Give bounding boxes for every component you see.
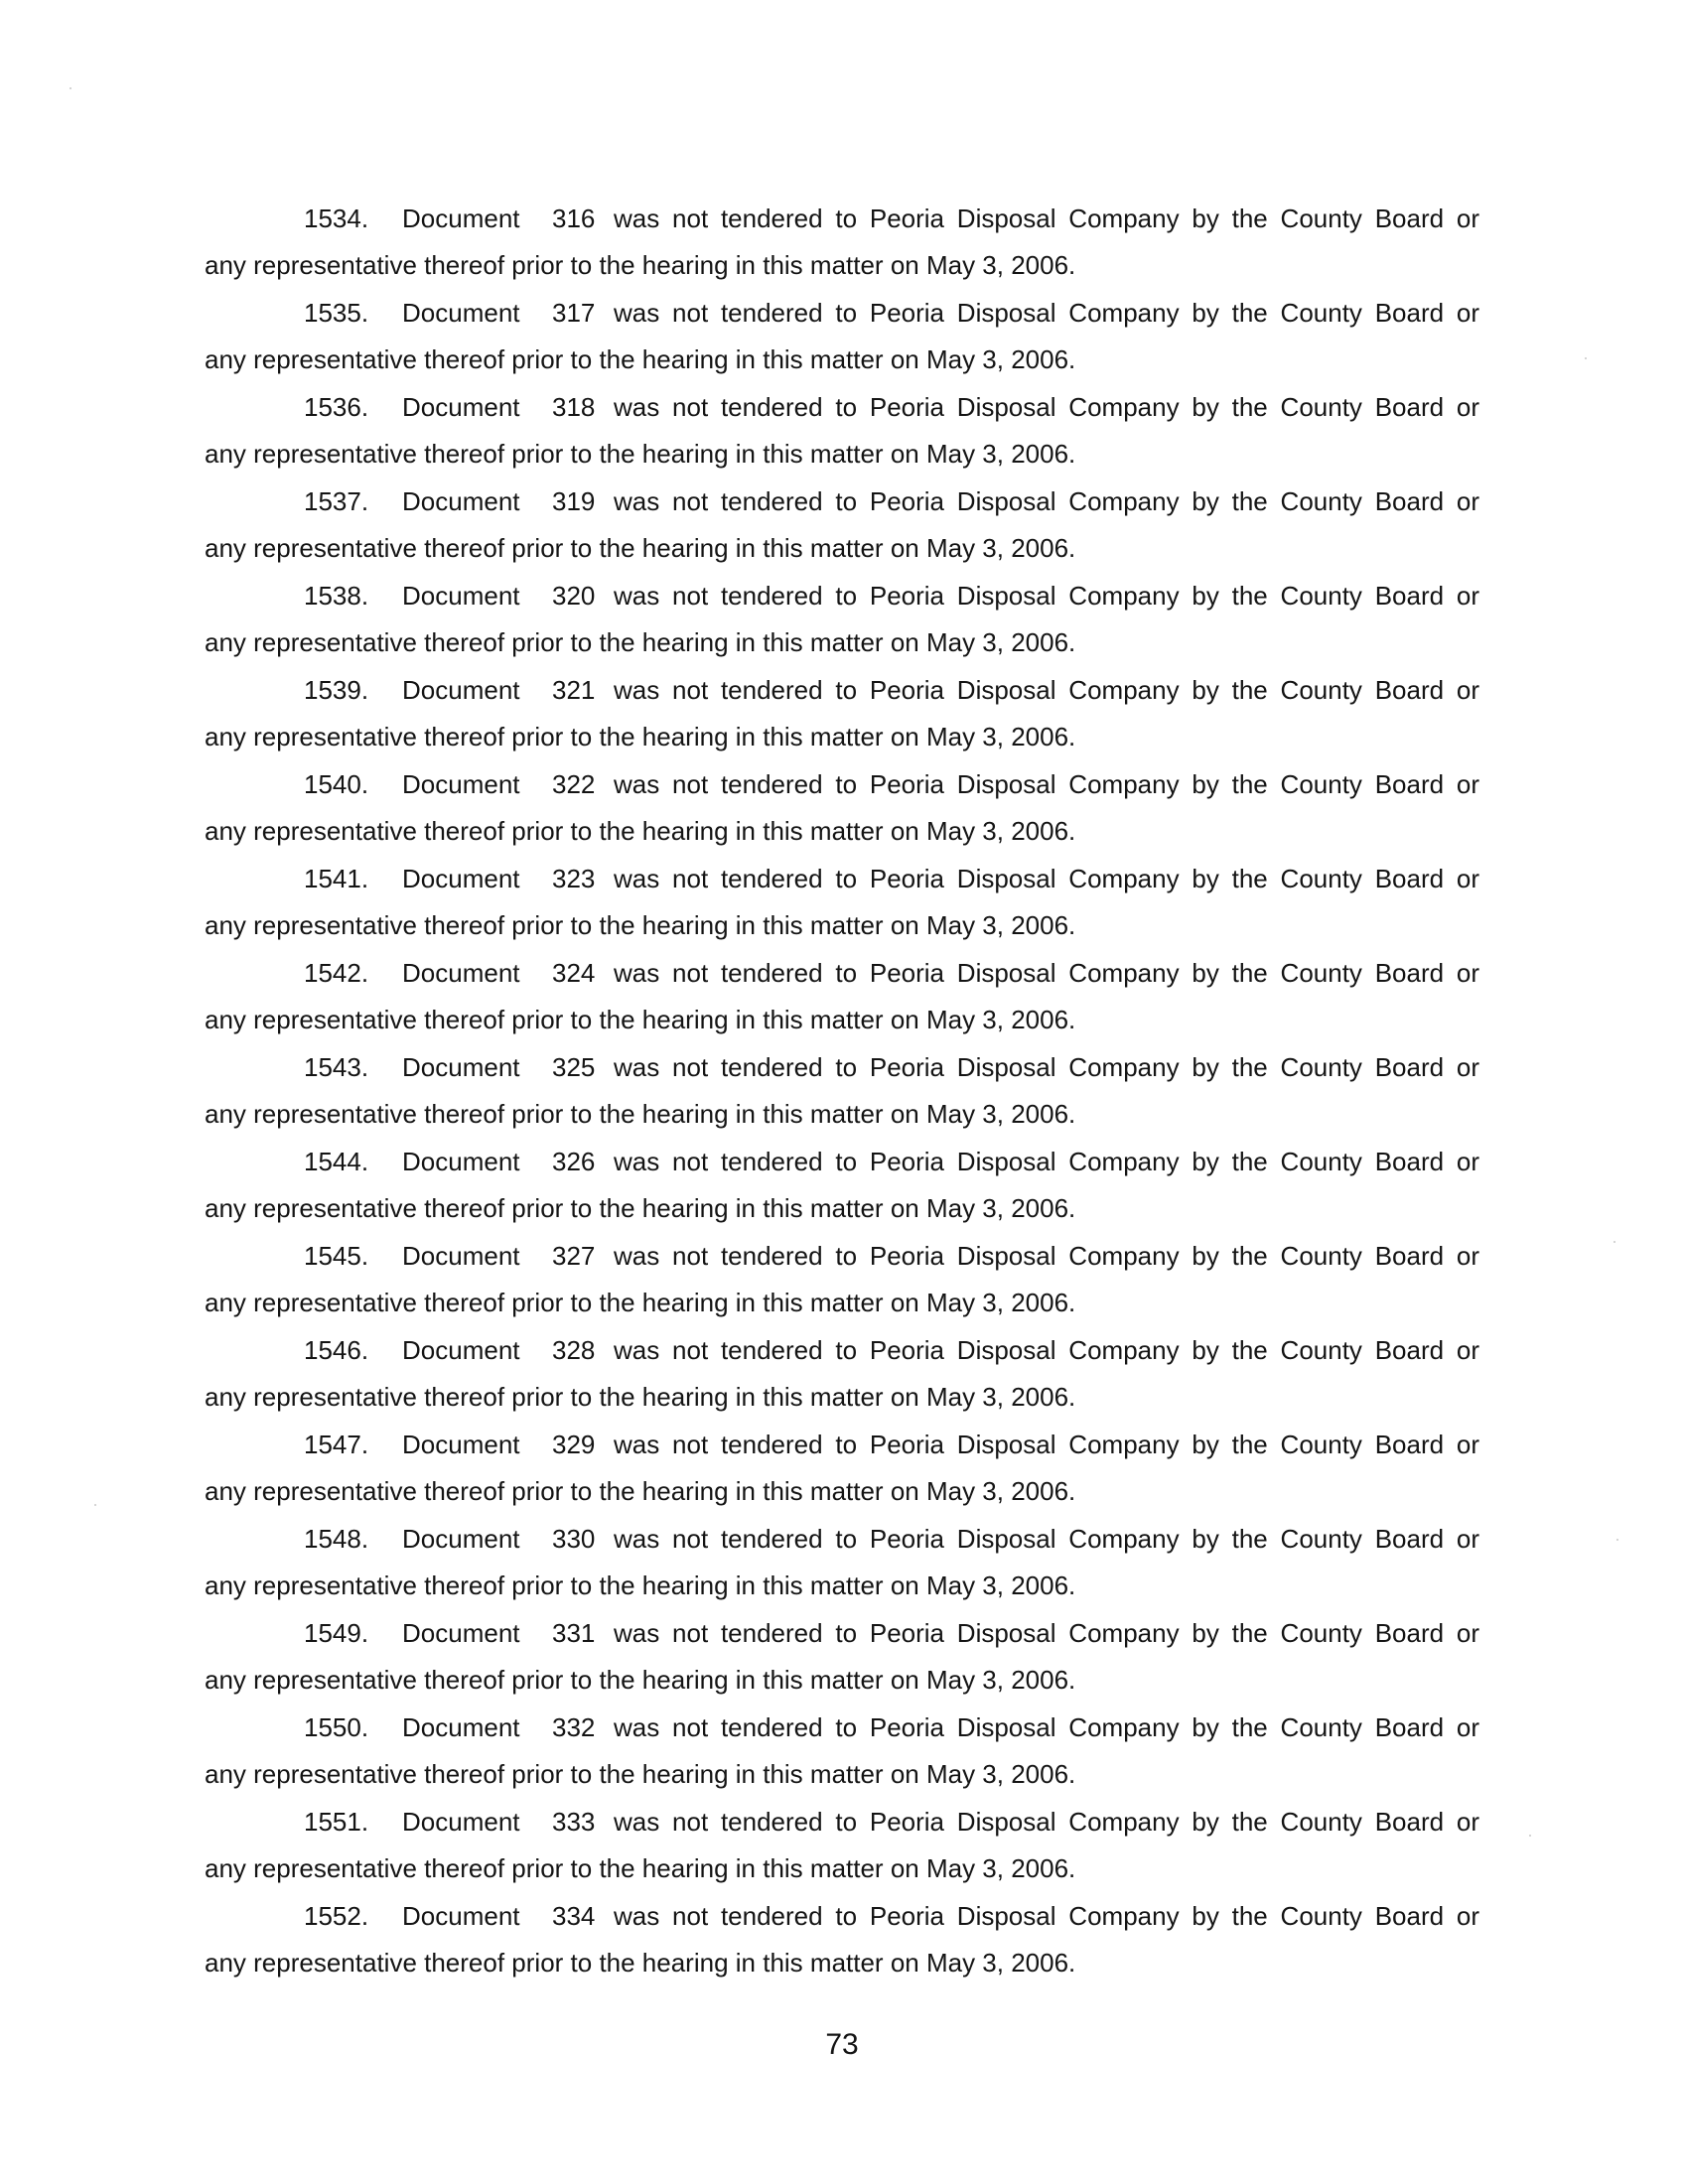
document-label: Document <box>402 1901 520 1931</box>
paragraph-number: 1542. <box>304 958 369 988</box>
paragraph-continuation: any representative thereof prior to the hearing in this matter on May 3, 2006. <box>205 1665 1076 1695</box>
document-number: 333 <box>552 1807 596 1837</box>
paragraph-number: 1536. <box>304 392 369 422</box>
paragraph-continuation: any representative thereof prior to the hearing in this matter on May 3, 2006. <box>205 1476 1076 1506</box>
paragraph-number: 1535. <box>304 298 369 328</box>
document-number: 330 <box>552 1524 596 1554</box>
document-label: Document <box>402 675 520 705</box>
document-label: Document <box>402 1147 520 1176</box>
document-label: Document <box>402 1335 520 1365</box>
document-number: 317 <box>552 298 596 328</box>
paragraph-first-line <box>205 954 1479 992</box>
paragraph-number: 1539. <box>304 675 369 705</box>
scan-speck <box>1614 1241 1615 1243</box>
scan-speck <box>1529 1835 1531 1837</box>
paragraph-first-line <box>205 388 1479 426</box>
document-label: Document <box>402 298 520 328</box>
document-number: 328 <box>552 1335 596 1365</box>
document-number: 318 <box>552 392 596 422</box>
paragraph-continuation: any representative thereof prior to the hearing in this matter on May 3, 2006. <box>205 1288 1076 1317</box>
scan-speck <box>1585 357 1587 359</box>
paragraph-number: 1551. <box>304 1807 369 1837</box>
paragraph-text: was not tendered to Peoria Disposal Company by the County Board or <box>614 675 1479 705</box>
paragraph-list <box>205 200 1479 1991</box>
paragraph-continuation: any representative thereof prior to the hearing in this matter on May 3, 2006. <box>205 1948 1076 1978</box>
paragraph-text: was not tendered to Peoria Disposal Company by the County Board or <box>614 298 1479 328</box>
numbered-paragraph <box>205 954 1479 1048</box>
numbered-paragraph <box>205 1803 1479 1897</box>
paragraph-first-line <box>205 294 1479 332</box>
document-number: 321 <box>552 675 596 705</box>
document-number: 334 <box>552 1901 596 1931</box>
paragraph-continuation: any representative thereof prior to the hearing in this matter on May 3, 2006. <box>205 1853 1076 1883</box>
document-label: Document <box>402 1807 520 1837</box>
document-number: 332 <box>552 1712 596 1742</box>
paragraph-text: was not tendered to Peoria Disposal Company by the County Board or <box>614 1618 1479 1648</box>
document-number: 324 <box>552 958 596 988</box>
document-number: 316 <box>552 204 596 233</box>
paragraph-continuation: any representative thereof prior to the hearing in this matter on May 3, 2006. <box>205 1759 1076 1789</box>
paragraph-first-line <box>205 200 1479 237</box>
document-label: Document <box>402 864 520 893</box>
document-label: Document <box>402 958 520 988</box>
paragraph-continuation: any representative thereof prior to the hearing in this matter on May 3, 2006. <box>205 722 1076 751</box>
paragraph-number: 1534. <box>304 204 369 233</box>
page-number: 73 <box>825 2028 859 2061</box>
paragraph-first-line <box>205 577 1479 614</box>
paragraph-number: 1543. <box>304 1052 369 1082</box>
paragraph-text: was not tendered to Peoria Disposal Company by the County Board or <box>614 1241 1479 1271</box>
paragraph-first-line <box>205 1520 1479 1558</box>
paragraph-text: was not tendered to Peoria Disposal Company by the County Board or <box>614 1712 1479 1742</box>
paragraph-number: 1538. <box>304 581 369 611</box>
paragraph-first-line <box>205 1331 1479 1369</box>
paragraph-continuation: any representative thereof prior to the hearing in this matter on May 3, 2006. <box>205 1382 1076 1412</box>
document-number: 322 <box>552 769 596 799</box>
paragraph-continuation: any representative thereof prior to the hearing in this matter on May 3, 2006. <box>205 1099 1076 1129</box>
paragraph-number: 1537. <box>304 486 369 516</box>
numbered-paragraph <box>205 1708 1479 1803</box>
paragraph-text: was not tendered to Peoria Disposal Company by the County Board or <box>614 1052 1479 1082</box>
paragraph-continuation: any representative thereof prior to the hearing in this matter on May 3, 2006. <box>205 627 1076 657</box>
paragraph-text: was not tendered to Peoria Disposal Company by the County Board or <box>614 769 1479 799</box>
paragraph-text: was not tendered to Peoria Disposal Company by the County Board or <box>614 958 1479 988</box>
paragraph-first-line <box>205 1614 1479 1652</box>
document-label: Document <box>402 1524 520 1554</box>
paragraph-text: was not tendered to Peoria Disposal Company by the County Board or <box>614 392 1479 422</box>
paragraph-number: 1545. <box>304 1241 369 1271</box>
paragraph-first-line <box>205 1143 1479 1180</box>
paragraph-first-line <box>205 671 1479 709</box>
document-label: Document <box>402 1241 520 1271</box>
paragraph-first-line <box>205 1048 1479 1086</box>
document-label: Document <box>402 769 520 799</box>
paragraph-first-line <box>205 1237 1479 1275</box>
paragraph-continuation: any representative thereof prior to the hearing in this matter on May 3, 2006. <box>205 250 1076 280</box>
numbered-paragraph <box>205 1426 1479 1520</box>
paragraph-text: was not tendered to Peoria Disposal Company by the County Board or <box>614 1147 1479 1176</box>
scan-speck <box>1616 1539 1618 1541</box>
document-label: Document <box>402 1430 520 1459</box>
document-label: Document <box>402 581 520 611</box>
paragraph-number: 1550. <box>304 1712 369 1742</box>
paragraph-number: 1540. <box>304 769 369 799</box>
document-number: 327 <box>552 1241 596 1271</box>
paragraph-number: 1548. <box>304 1524 369 1554</box>
paragraph-first-line <box>205 1803 1479 1841</box>
paragraph-first-line <box>205 765 1479 803</box>
paragraph-continuation: any representative thereof prior to the hearing in this matter on May 3, 2006. <box>205 1193 1076 1223</box>
paragraph-number: 1546. <box>304 1335 369 1365</box>
paragraph-text: was not tendered to Peoria Disposal Company by the County Board or <box>614 1335 1479 1365</box>
paragraph-continuation: any representative thereof prior to the hearing in this matter on May 3, 2006. <box>205 344 1076 374</box>
paragraph-first-line <box>205 482 1479 520</box>
numbered-paragraph <box>205 1614 1479 1708</box>
numbered-paragraph <box>205 1520 1479 1614</box>
document-label: Document <box>402 1052 520 1082</box>
document-number: 329 <box>552 1430 596 1459</box>
paragraph-continuation: any representative thereof prior to the hearing in this matter on May 3, 2006. <box>205 816 1076 846</box>
paragraph-continuation: any representative thereof prior to the hearing in this matter on May 3, 2006. <box>205 910 1076 940</box>
numbered-paragraph <box>205 577 1479 671</box>
document-number: 326 <box>552 1147 596 1176</box>
paragraph-continuation: any representative thereof prior to the hearing in this matter on May 3, 2006. <box>205 533 1076 563</box>
numbered-paragraph <box>205 1331 1479 1426</box>
paragraph-number: 1544. <box>304 1147 369 1176</box>
paragraph-first-line <box>205 860 1479 897</box>
paragraph-number: 1552. <box>304 1901 369 1931</box>
numbered-paragraph <box>205 388 1479 482</box>
document-number: 325 <box>552 1052 596 1082</box>
document-label: Document <box>402 204 520 233</box>
paragraph-text: was not tendered to Peoria Disposal Company by the County Board or <box>614 486 1479 516</box>
paragraph-text: was not tendered to Peoria Disposal Company by the County Board or <box>614 1430 1479 1459</box>
document-number: 323 <box>552 864 596 893</box>
numbered-paragraph <box>205 482 1479 577</box>
document-number: 331 <box>552 1618 596 1648</box>
paragraph-text: was not tendered to Peoria Disposal Company by the County Board or <box>614 864 1479 893</box>
paragraph-text: was not tendered to Peoria Disposal Company by the County Board or <box>614 204 1479 233</box>
numbered-paragraph <box>205 1048 1479 1143</box>
numbered-paragraph <box>205 1897 1479 1991</box>
document-number: 319 <box>552 486 596 516</box>
document-label: Document <box>402 1712 520 1742</box>
paragraph-continuation: any representative thereof prior to the hearing in this matter on May 3, 2006. <box>205 439 1076 469</box>
scan-speck <box>94 1504 96 1506</box>
numbered-paragraph <box>205 294 1479 388</box>
paragraph-first-line <box>205 1426 1479 1463</box>
numbered-paragraph <box>205 1143 1479 1237</box>
paragraph-continuation: any representative thereof prior to the hearing in this matter on May 3, 2006. <box>205 1005 1076 1034</box>
paragraph-number: 1547. <box>304 1430 369 1459</box>
paragraph-number: 1549. <box>304 1618 369 1648</box>
paragraph-text: was not tendered to Peoria Disposal Company by the County Board or <box>614 1807 1479 1837</box>
document-label: Document <box>402 486 520 516</box>
numbered-paragraph <box>205 860 1479 954</box>
numbered-paragraph <box>205 200 1479 294</box>
document-number: 320 <box>552 581 596 611</box>
scan-speck <box>70 87 71 89</box>
paragraph-continuation: any representative thereof prior to the hearing in this matter on May 3, 2006. <box>205 1570 1076 1600</box>
numbered-paragraph <box>205 1237 1479 1331</box>
paragraph-text: was not tendered to Peoria Disposal Company by the County Board or <box>614 1524 1479 1554</box>
document-label: Document <box>402 1618 520 1648</box>
document-label: Document <box>402 392 520 422</box>
paragraph-text: was not tendered to Peoria Disposal Company by the County Board or <box>614 1901 1479 1931</box>
numbered-paragraph <box>205 765 1479 860</box>
paragraph-first-line <box>205 1708 1479 1746</box>
paragraph-text: was not tendered to Peoria Disposal Company by the County Board or <box>614 581 1479 611</box>
paragraph-number: 1541. <box>304 864 369 893</box>
paragraph-first-line <box>205 1897 1479 1935</box>
numbered-paragraph <box>205 671 1479 765</box>
